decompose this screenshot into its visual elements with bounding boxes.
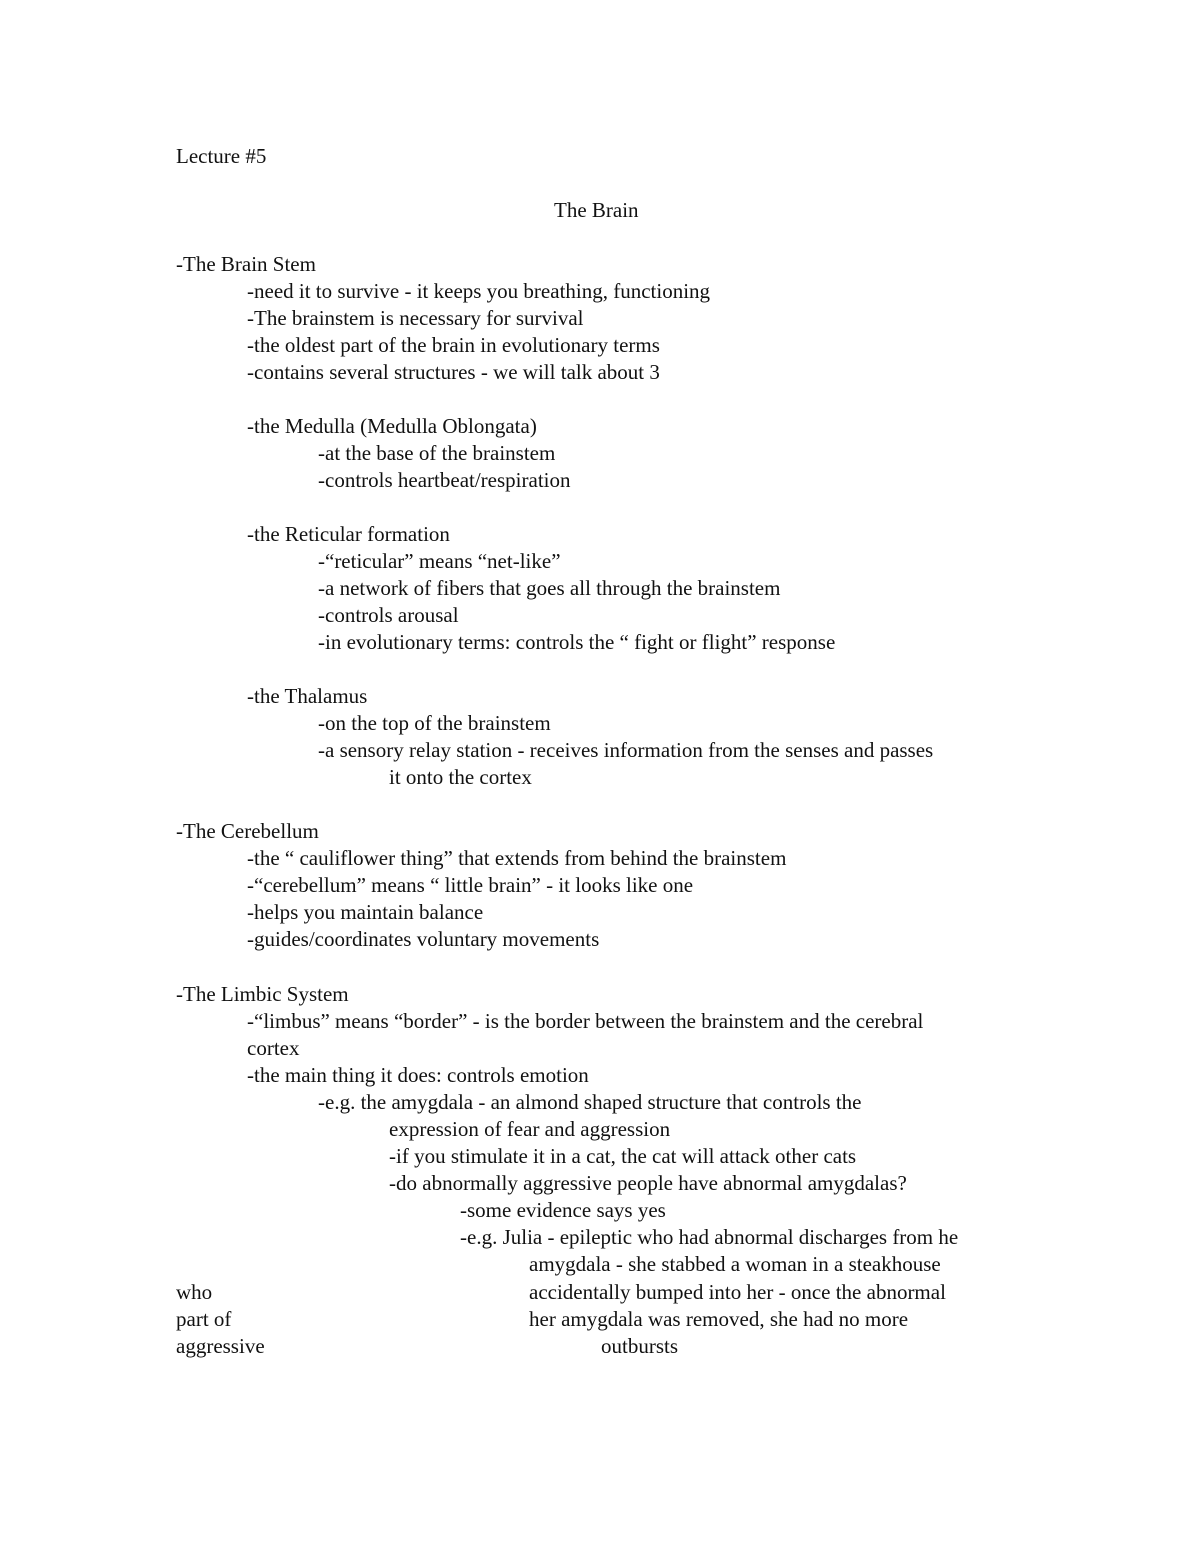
note-line: -some evidence says yes <box>460 1198 666 1222</box>
note-line: -on the top of the brainstem <box>318 711 551 735</box>
note-line: -“reticular” means “net-like” <box>318 549 561 573</box>
note-line: amygdala - she stabbed a woman in a steakhouse <box>529 1252 941 1276</box>
section-heading-limbic-system: -The Limbic System <box>176 982 349 1006</box>
subheading-medulla: -the Medulla (Medulla Oblongata) <box>247 414 537 438</box>
note-line: outbursts <box>601 1334 679 1358</box>
note-line: -a network of fibers that goes all through the brainstem <box>318 576 781 600</box>
note-line: -“cerebellum” means “ little brain” - it looks like one <box>247 873 694 897</box>
note-line: -do abnormally aggressive people have abnormal amygdalas? <box>389 1171 907 1195</box>
note-line: -if you stimulate it in a cat, the cat will attack other cats <box>389 1144 857 1168</box>
note-line: her amygdala was removed, she had no more <box>529 1307 909 1331</box>
note-line: -need it to survive - it keeps you breathing, functioning <box>247 279 711 303</box>
section-heading-brain-stem: -The Brain Stem <box>176 252 316 276</box>
note-line: it onto the cortex <box>389 765 532 789</box>
note-line: -at the base of the brainstem <box>318 441 556 465</box>
note-line: -e.g. the amygdala - an almond shaped structure that controls the <box>318 1090 862 1114</box>
note-line: -the oldest part of the brain in evolutionary terms <box>247 333 660 357</box>
lecture-header: Lecture #5 <box>176 144 267 168</box>
margin-word: part of <box>176 1307 232 1331</box>
subheading-reticular-formation: -the Reticular formation <box>247 522 450 546</box>
note-line: expression of fear and aggression <box>389 1117 671 1141</box>
note-line: -in evolutionary terms: controls the “ fight or flight” response <box>318 630 836 654</box>
margin-word: who <box>176 1280 213 1304</box>
note-line: cortex <box>247 1036 300 1060</box>
note-line: -“limbus” means “border” - is the border between the brainstem and the cerebral <box>247 1009 924 1033</box>
note-line: -e.g. Julia - epileptic who had abnormal discharges from he <box>460 1225 959 1249</box>
note-line: -a sensory relay station - receives information from the senses and passes <box>318 738 934 762</box>
subheading-thalamus: -the Thalamus <box>247 684 368 708</box>
note-line: -contains several structures - we will talk about 3 <box>247 360 660 384</box>
margin-word: aggressive <box>176 1334 265 1358</box>
note-line: -controls arousal <box>318 603 459 627</box>
note-line: -The brainstem is necessary for survival <box>247 306 584 330</box>
document-title: The Brain <box>554 198 639 222</box>
note-line: accidentally bumped into her - once the abnormal <box>529 1280 946 1304</box>
note-line: -the main thing it does: controls emotion <box>247 1063 589 1087</box>
note-line: -guides/coordinates voluntary movements <box>247 927 600 951</box>
note-line: -controls heartbeat/respiration <box>318 468 571 492</box>
note-line: -helps you maintain balance <box>247 900 484 924</box>
note-line: -the “ cauliflower thing” that extends from behind the brainstem <box>247 846 787 870</box>
section-heading-cerebellum: -The Cerebellum <box>176 819 319 843</box>
